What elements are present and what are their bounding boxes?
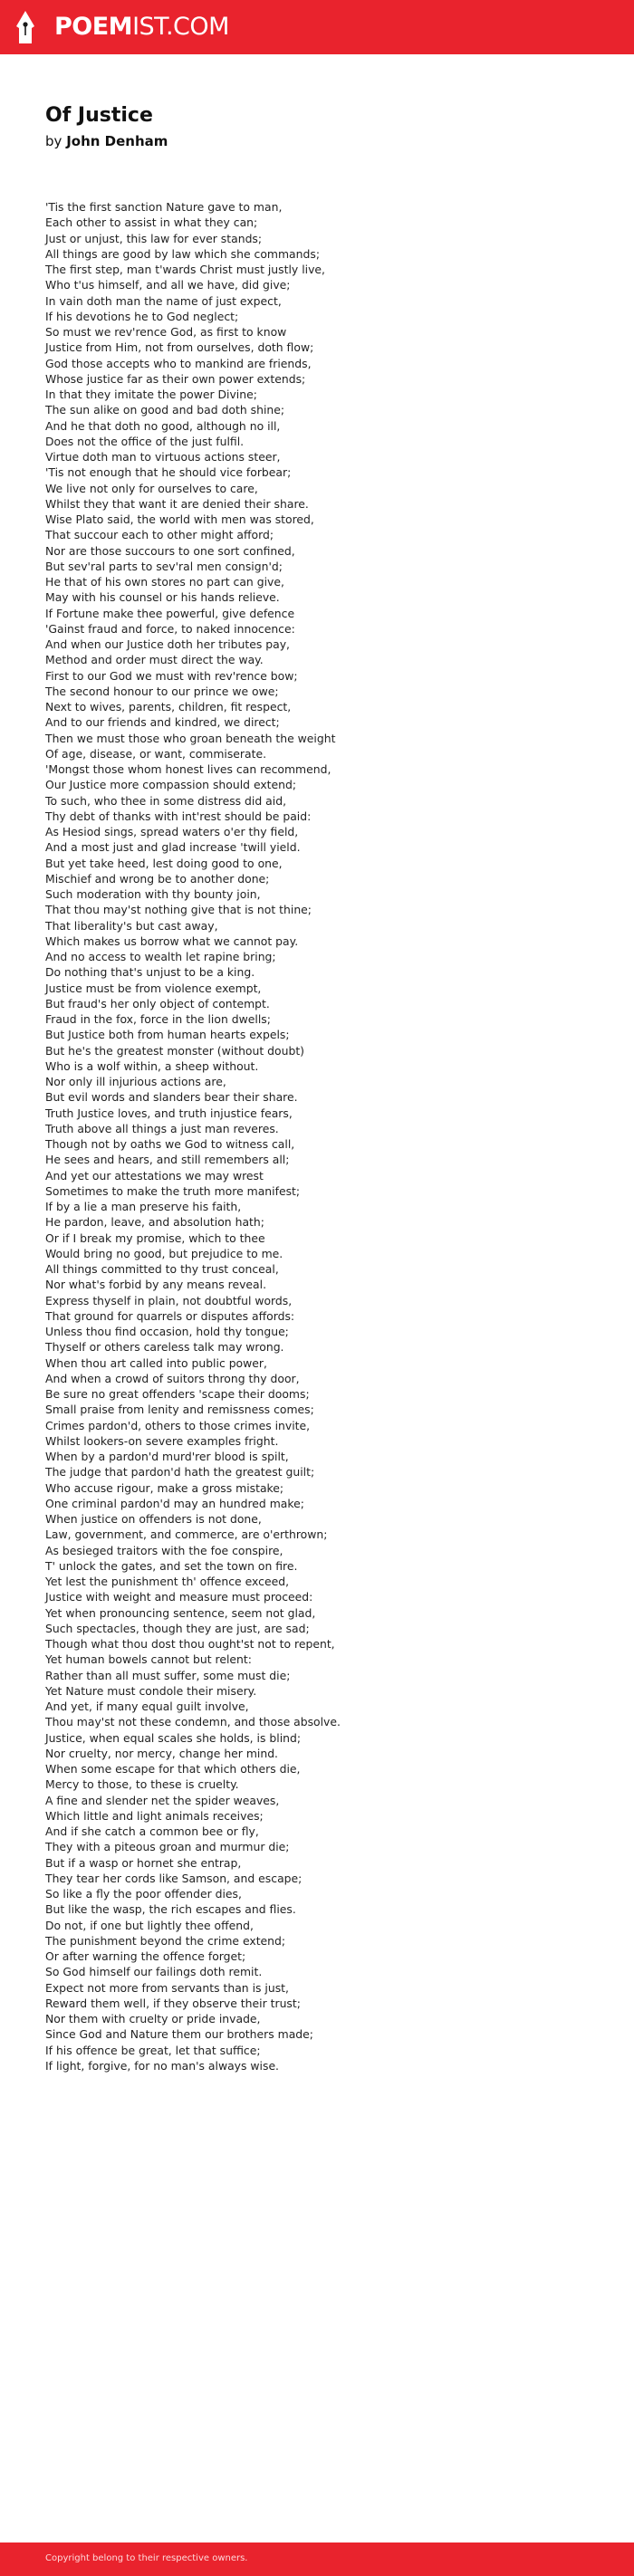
poem-line: God those accepts who to mankind are friends, [45, 356, 312, 370]
poem-line: We live not only for ourselves to care, [45, 481, 258, 495]
poem-line: And yet our attestations we may wrest [45, 1168, 264, 1183]
poem-line: Though not by oaths we God to witness call, [45, 1137, 295, 1151]
logo-bold-text: POEM [54, 13, 133, 41]
poem-line: And when our Justice doth her tributes pay, [45, 637, 290, 651]
poem-line: And a most just and glad increase 'twill yield. [45, 840, 301, 855]
poem-line: Nor only ill injurious actions are, [45, 1075, 226, 1088]
poem-body [45, 199, 589, 2073]
poem-line: That thou may'st nothing give that is not thine; [45, 903, 312, 917]
poem-line: Thy debt of thanks with int'rest should be paid: [45, 809, 312, 823]
poem-line: Mischief and wrong be to another done; [45, 871, 270, 886]
byline [45, 132, 168, 150]
poem-line: Each other to assist in what they can; [45, 215, 258, 230]
site-header [0, 0, 634, 54]
poem-line: Small praise from lenity and remissness comes; [45, 1403, 314, 1417]
poem-line: And to our friends and kindred, we direct; [45, 715, 280, 730]
poem-line: Crimes pardon'd, others to those crimes invite, [45, 1418, 311, 1432]
poem-line: Or after warning the offence forget; [45, 1949, 246, 1963]
poem-line: The sun alike on good and bad doth shine; [45, 403, 285, 417]
poem-line: Nor what's forbid by any means reveal. [45, 1278, 267, 1292]
poem-line: Fraud in the fox, force in the lion dwells; [45, 1012, 271, 1026]
poem-line: A fine and slender net the spider weaves, [45, 1793, 280, 1807]
poem-line: As Hesiod sings, spread waters o'er thy field, [45, 825, 299, 838]
poem-line: Would bring no good, but prejudice to me. [45, 1246, 283, 1260]
poem-line: They with a piteous groan and murmur die; [45, 1840, 290, 1854]
poem-line: If light, forgive, for no man's always wise. [45, 2058, 280, 2073]
poem-line: May with his counsel or his hands relieve. [45, 590, 280, 605]
poem-line: Who is a wolf within, a sheep without. [45, 1058, 259, 1073]
poem-line: Who accuse rigour, make a gross mistake; [45, 1480, 284, 1495]
poem-line: First to our God we must with rev'rence bow; [45, 668, 298, 683]
poem-line: 'Mongst those whom honest lives can recommend, [45, 762, 331, 776]
poem-line: Expect not more from servants than is just, [45, 1980, 289, 1995]
poem-line: Sometimes to make the truth more manifest; [45, 1183, 301, 1198]
poem-line: But Justice both from human hearts expels; [45, 1028, 290, 1042]
poem-line: So like a fly the poor offender dies, [45, 1887, 242, 1901]
poem-line: Which makes us borrow what we cannot pay. [45, 934, 299, 948]
poem-line: Rather than all must suffer, some must die; [45, 1668, 291, 1682]
poem-line: They tear her cords like Samson, and escape; [45, 1871, 303, 1885]
poem-line: 'Gainst fraud and force, to naked innocence: [45, 621, 295, 636]
poem-line: The first step, man t'wards Christ must justly live, [45, 263, 325, 276]
poem-line: Which little and light animals receives; [45, 1808, 264, 1823]
poem-line: Who t'us himself, and all we have, did give; [45, 278, 291, 292]
poem-line: Yet Nature must condole their misery. [45, 1683, 257, 1698]
poem-line: When by a pardon'd murd'rer blood is spilt, [45, 1450, 289, 1463]
pen-nib-icon[interactable] [14, 10, 36, 44]
poem-line: The second honour to our prince we owe; [45, 684, 279, 698]
poem-line: Truth Justice loves, and truth injustice fears, [45, 1106, 293, 1120]
poem-line: Justice from Him, not from ourselves, doth flow; [45, 340, 314, 355]
poem-line: Yet lest the punishment th' offence exceed, [45, 1575, 290, 1588]
poem-line: In that they imitate the power Divine; [45, 388, 257, 401]
poem-line: When thou art called into public power, [45, 1355, 267, 1370]
site-footer [0, 2542, 634, 2576]
copyright-text: Copyright belong to their respective owners. [45, 2553, 248, 2563]
poem-line: If Fortune make thee powerful, give defence [45, 606, 295, 620]
poem-line: In vain doth man the name of just expect, [45, 293, 282, 308]
poem-line: Such moderation with thy bounty join, [45, 887, 261, 901]
poem-line: 'Tis the first sanction Nature gave to man, [45, 200, 283, 214]
poem-line: That liberality's but cast away, [45, 918, 218, 933]
poem-line: Nor are those succours to one sort confined, [45, 543, 295, 558]
poem-line: But yet take heed, lest doing good to one, [45, 856, 283, 870]
poem-line: Virtue doth man to virtuous actions steer, [45, 450, 281, 464]
poem-line: Law, government, and commerce, are o'erthrown; [45, 1527, 328, 1542]
poem-line: Yet human bowels cannot but relent: [45, 1652, 252, 1667]
poem-line: Next to wives, parents, children, fit respect, [45, 700, 292, 713]
poem-line: As besieged traitors with the foe conspire, [45, 1543, 283, 1557]
poem-line: Such spectacles, though they are just, are sad; [45, 1621, 310, 1635]
poem-line: Then we must those who groan beneath the weight [45, 731, 336, 745]
poem-line: But sev'ral parts to sev'ral men consign'd; [45, 559, 283, 573]
poem-title: Of Justice [45, 104, 153, 127]
poem-line: If his devotions he to God neglect; [45, 309, 239, 323]
poem-line: Whilst lookers-on severe examples fright. [45, 1433, 279, 1448]
author-link[interactable]: John Denham [66, 133, 168, 149]
poem-line: Justice must be from violence exempt, [45, 981, 262, 995]
poem-line: But like the wasp, the rich escapes and flies. [45, 1902, 296, 1917]
poem-line: And if she catch a common bee or fly, [45, 1824, 259, 1838]
poem-line: But he's the greatest monster (without doubt) [45, 1043, 305, 1058]
poem-line: Yet when pronouncing sentence, seem not glad, [45, 1605, 316, 1620]
poem-line: Just or unjust, this law for ever stands; [45, 231, 263, 245]
poem-line: And when a crowd of suitors throng thy door, [45, 1371, 300, 1385]
poem-line: Express thyself in plain, not doubtful words, [45, 1293, 293, 1307]
poem-line: Do not, if one but lightly thee offend, [45, 1918, 254, 1932]
poem-line: If his offence be great, let that suffice; [45, 2043, 261, 2057]
poem-line: Truth above all things a just man reveres. [45, 1121, 279, 1135]
poem-line: The punishment beyond the crime extend; [45, 1933, 286, 1948]
poem-line: All things committed to thy trust conceal, [45, 1262, 279, 1276]
by-label: by [45, 133, 62, 149]
poem-line: Since God and Nature them our brothers made; [45, 2027, 313, 2042]
poem-line: But fraud's her only object of contempt. [45, 996, 270, 1010]
poem-line: Nor them with cruelty or pride invade, [45, 2012, 261, 2025]
poem-line: Do nothing that's unjust to be a king. [45, 965, 255, 980]
poem-line: To such, who thee in some distress did aid, [45, 793, 287, 808]
poem-line: Be sure no great offenders 'scape their dooms; [45, 1387, 310, 1401]
poem-line: But evil words and slanders bear their share. [45, 1090, 298, 1105]
logo-light-text: IST.COM [132, 13, 229, 41]
poem-line: Thou may'st not these condemn, and those absolve. [45, 1715, 341, 1729]
poem-line: And no access to wealth let rapine bring; [45, 950, 276, 963]
poem-line: When some escape for that which others die, [45, 1762, 301, 1776]
site-logo[interactable] [54, 14, 229, 41]
poem-line: Justice with weight and measure must proceed: [45, 1590, 313, 1604]
poem-line: Thyself or others careless talk may wrong. [45, 1340, 284, 1355]
poem-line: Nor cruelty, nor mercy, change her mind. [45, 1746, 278, 1760]
poem-line: But if a wasp or hornet she entrap, [45, 1855, 242, 1870]
poem-line: Method and order must direct the way. [45, 653, 264, 667]
poem-line: If by a lie a man preserve his faith, [45, 1200, 242, 1213]
poem-line: Reward them well, if they observe their trust; [45, 1996, 301, 2010]
poem-line: The judge that pardon'd hath the greatest guilt; [45, 1465, 315, 1480]
poem-line: One criminal pardon'd may an hundred make; [45, 1496, 304, 1510]
poem-line: Or if I break my promise, which to thee [45, 1231, 265, 1245]
poem-line: He sees and hears, and still remembers all; [45, 1153, 290, 1167]
poem-line: So must we rev'rence God, as first to know [45, 325, 287, 339]
poem-line: When justice on offenders is not done, [45, 1512, 262, 1526]
poem-line: Mercy to those, to these is cruelty. [45, 1777, 239, 1792]
poem-line: Of age, disease, or want, commiserate. [45, 746, 267, 761]
poem-line: And yet, if many equal guilt involve, [45, 1700, 249, 1713]
poem-line: T' unlock the gates, and set the town on fire. [45, 1558, 298, 1573]
poem-line: So God himself our failings doth remit. [45, 1965, 263, 1979]
poem-line: All things are good by law which she commands; [45, 246, 320, 261]
poem-line: Unless thou find occasion, hold thy tongue; [45, 1325, 289, 1338]
poem-line: Whilst they that want it are denied their share. [45, 496, 309, 511]
poem-line: That ground for quarrels or disputes affords: [45, 1308, 295, 1323]
poem-line: Our Justice more compassion should extend; [45, 778, 297, 792]
poem-line: That succour each to other might afford; [45, 528, 274, 542]
poem-line: Though what thou dost thou ought'st not to repent, [45, 1637, 335, 1651]
poem-line: Wise Plato said, the world with men was stored, [45, 512, 314, 526]
poem-line: 'Tis not enough that he should vice forbear; [45, 465, 292, 480]
poem-line: And he that doth no good, although no ill, [45, 418, 281, 433]
poem-line: Does not the office of the just fulfil. [45, 434, 245, 448]
poem-line: Justice, when equal scales she holds, is blind; [45, 1730, 302, 1745]
poem-line: He that of his own stores no part can give, [45, 575, 284, 589]
poem-line: He pardon, leave, and absolution hath; [45, 1215, 264, 1230]
poem-line: Whose justice far as their own power extends; [45, 371, 306, 386]
